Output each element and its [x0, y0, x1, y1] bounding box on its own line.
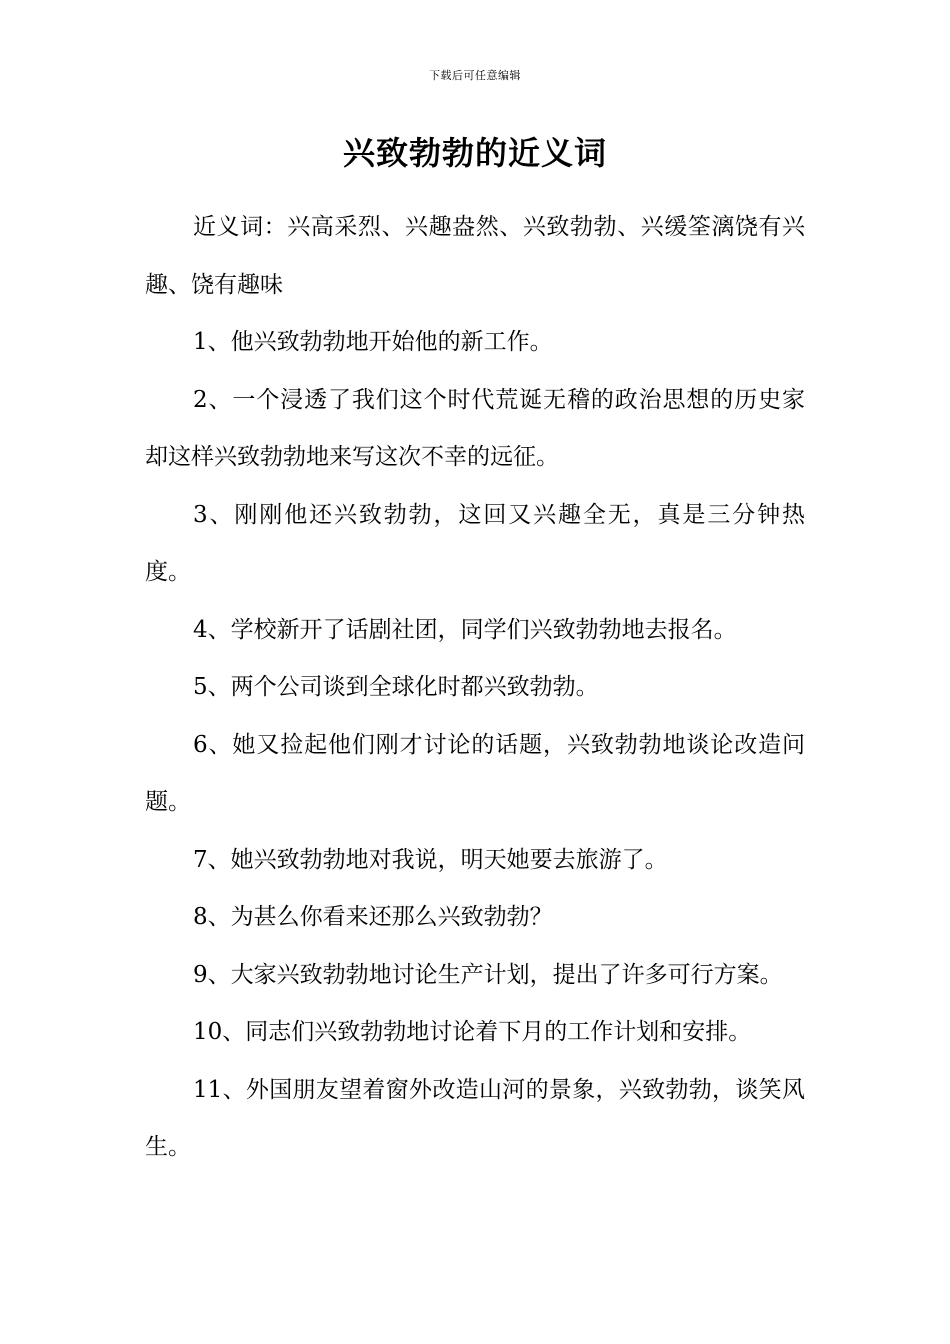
synonyms-paragraph: 近义词：兴高采烈、兴趣盎然、兴致勃勃、兴缓筌漓饶有兴趣、饶有趣味	[145, 214, 805, 298]
document-body	[145, 199, 805, 1177]
header-note: 下载后可任意编辑	[429, 69, 521, 82]
example-sentence-11: 11、外国朋友望着窗外改造山河的景象，兴致勃勃，谈笑风生。	[145, 1076, 805, 1160]
document-title: 兴致勃勃的近义词	[342, 134, 607, 172]
example-sentence-8: 8、为甚么你看来还那么兴致勃勃？	[193, 904, 553, 930]
example-sentence-3: 3、刚刚他还兴致勃勃，这回又兴趣全无，真是三分钟热度。	[145, 501, 805, 585]
example-sentence-10: 10、同志们兴致勃勃地讨论着下月的工作计划和安排。	[193, 1019, 752, 1045]
example-sentence-5: 5、两个公司谈到全球化时都兴致勃勃。	[193, 674, 599, 700]
example-sentence-1: 1、他兴致勃勃地开始他的新工作。	[193, 329, 553, 355]
example-sentence-7: 7、她兴致勃勃地对我说，明天她要去旅游了。	[193, 846, 668, 873]
example-sentence-9: 9、大家兴致勃勃地讨论生产计划，提出了许多可行方案。	[193, 961, 783, 988]
example-sentence-2: 2、一个浸透了我们这个时代荒诞无稽的政治思想的历史家却这样兴致勃勃地来写这次不幸的远征。	[145, 386, 805, 470]
example-sentence-4: 4、学校新开了话剧社团，同学们兴致勃勃地去报名。	[193, 616, 737, 643]
example-sentence-6: 6、她又捡起他们刚才讨论的话题，兴致勃勃地谈论改造问题。	[145, 731, 805, 815]
